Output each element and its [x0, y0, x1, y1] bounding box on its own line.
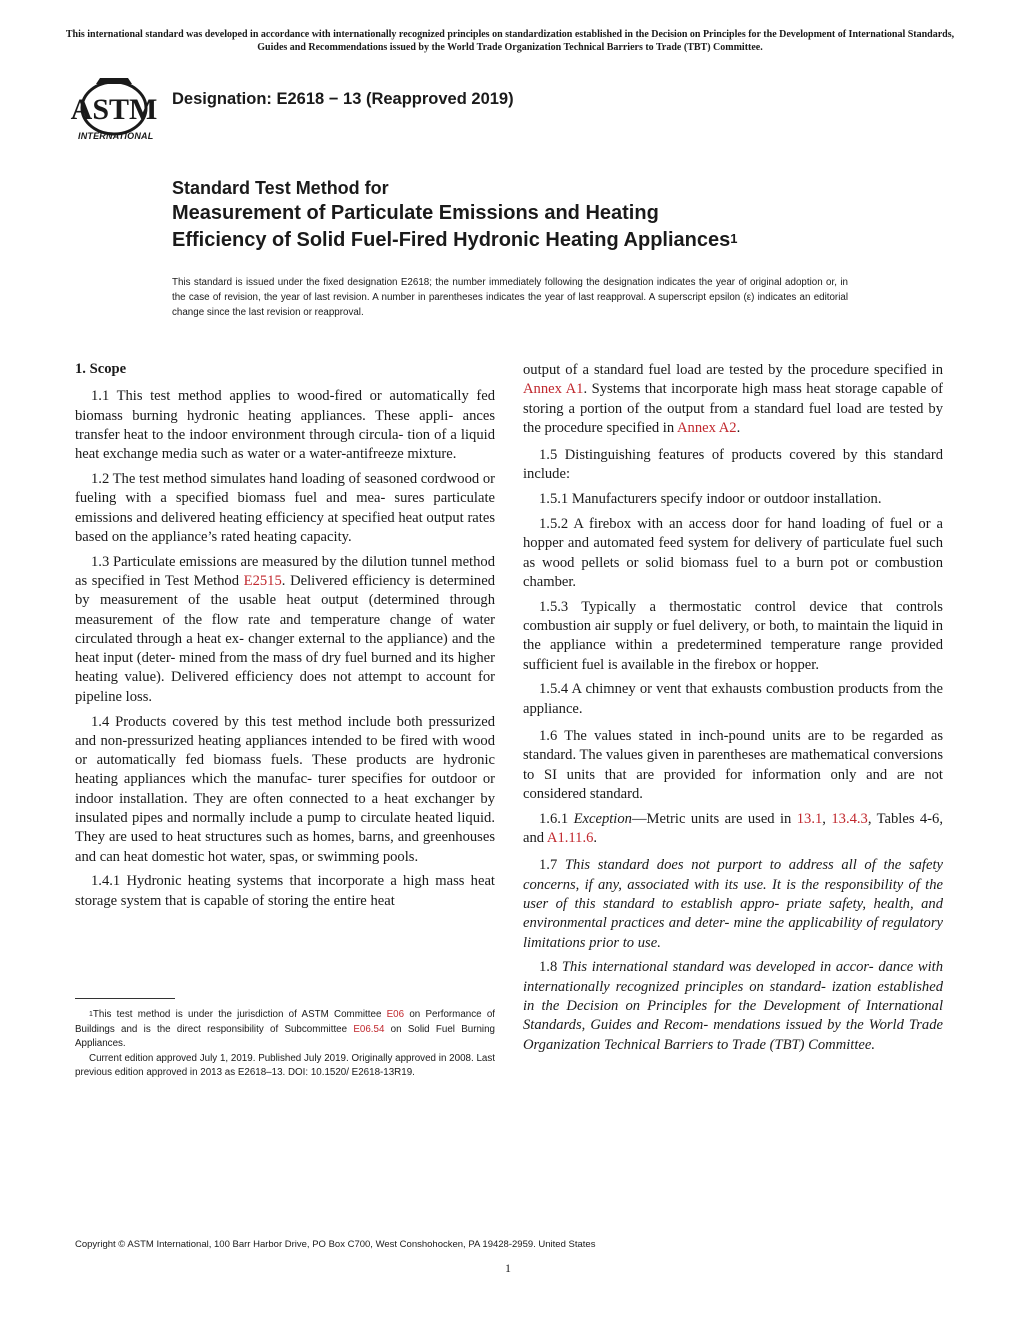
section-1-5-1: 1.5.1 Manufacturers specify indoor or outdoor installation. [539, 491, 882, 508]
footnote-divider [75, 998, 175, 999]
section-1-7 [523, 856, 943, 952]
right-column [523, 361, 943, 1060]
section-1-2: 1.2 The test method simulates hand loading of seasoned cordwood or fueling with a specified biomass fuel and mea- sures particulate emissions and delivered heating efficiency at specified heat output rates based on the appliance’s rated heating capacity. [75, 470, 495, 545]
link-13-1[interactable]: 13.1 [796, 810, 823, 827]
exception-label: Exception [573, 810, 632, 827]
footnote-edition: Current edition approved July 1, 2019. Published July 2019. Originally approved in 2008. Last previous edition approved in 2013 as E2618–13. DOI: 10.1520/ E2618-13R19. [75, 1052, 495, 1078]
section-1-8-num: 1.8 [539, 959, 562, 976]
section-1-4-1: 1.4.1 Hydronic heating systems that incorporate a high mass heat storage system that is capable of storing the entire heat [75, 873, 495, 909]
section-1-1: 1.1 This test method applies to wood-fired or automatically fed biomass burning hydronic heating appliances. These appli- ances transfer heat to the indoor environment through circula- tion of a liquid heat exchange media such as water or a water-antifreeze mixture. [75, 388, 495, 463]
page-number: 1 [505, 1261, 511, 1275]
cont-text-a: output of a standard fuel load are tested by the procedure specified in [523, 362, 943, 378]
section-1-6-1-text-a: —Metric units are used in [631, 810, 797, 827]
top-notice: This international standard was developed in accordance with internationally recognized principles on standardization established in the Decision on Principles for the Development of International Standards, Guides and Recommendations issued by the World Trade Organization Technical Barriers to Trade (TBT) Committee. [65, 29, 955, 53]
title-line-3: Efficiency of Solid Fuel-Fired Hydronic Heating Appliances [172, 229, 731, 251]
cont-text-b: . Systems that incorporate high mass heat storage capable of storing a portion of the output from a standard fuel load are tested by the procedure specified in [523, 381, 943, 436]
section-1-8-text: This international standard was developed in accor- dance with internationally recognized principles on standard- ization established in the Decision on Principles for the Development of International Standards, Guides and Recom- mendations issued by the World Trade Organization Technical Barriers to Trade (TBT) Committee. [523, 959, 943, 1053]
section-1-5: 1.5 Distinguishing features of products covered by this standard include: [523, 447, 943, 483]
astm-logo-text: ASTM [70, 93, 158, 126]
section-1-6: 1.6 The values stated in inch-pound units are to be regarded as standard. The values given in parentheses are mathematical conversions to SI units that are provided for information only and are not considered standard. [523, 728, 943, 802]
section-1-5-4: 1.5.4 A chimney or vent that exhausts combustion products from the appliance. [523, 681, 943, 717]
section-1-6-1-text-b: , Tables 4-6, and [523, 810, 943, 847]
section-1-6-1-text-c: . [593, 830, 598, 847]
section-1-7-text: This standard does not purport to address all of the safety concerns, if any, associated with its use. It is the responsibility of the user of this standard to establish appro- priate safety, health, and environmental practices and deter- mine the applicability of regulatory limitations prior to use. [523, 857, 943, 951]
footnote-text-a: This test method is under the jurisdiction of ASTM Committee [92, 1009, 387, 1020]
section-1-3-text-a: 1.3 Particulate emissions are measured by the dilution tunnel method as specified in Test Method [75, 553, 495, 589]
copyright-notice: Copyright © ASTM International, 100 Barr Harbor Drive, PO Box C700, West Conshohocken, PA 19428-2959. United States [75, 1239, 596, 1250]
link-a1-11-6[interactable]: A1.11.6 [546, 830, 594, 847]
title-line-1: Standard Test Method for [172, 178, 389, 198]
footnote-marker: 1 [89, 1011, 93, 1018]
link-annex-a1[interactable]: Annex A1 [523, 381, 584, 398]
title-footnote-ref: 1 [730, 231, 738, 246]
scope-heading: 1. Scope [75, 361, 127, 377]
logo-international-text: INTERNATIONAL [78, 131, 154, 141]
section-1-7-num: 1.7 [539, 857, 565, 874]
issuance-statement: This standard is issued under the fixed designation E2618; the number immediately following the designation indicates the year of original adoption or, in the case of revision, the year of last revision. A number in parentheses indicates the year of last reapproval. A superscript epsilon (ε) indicates an editorial change since the last revision or reapproval. [172, 277, 848, 318]
document-title [172, 176, 972, 254]
section-1-5-2: 1.5.2 A firebox with an access door for hand loading of fuel or a hopper and automated feed system for delivery of particulate fuel such as wood pellets or solid biomass fuel to a burn pot or combustion chamber. [523, 516, 943, 590]
section-1-4: 1.4 Products covered by this test method include both pressurized and non-pressurized heating appliances intended to be fired with wood or automatically fed biomass fuels. These products are hydronic heating appliances which the manufac- turer specifies for outdoor or indoor installation. They are often connected to a heat exchanger by insulated pipes and normally include a pump to circulate heated liquid. They are used to heat structures such as homes, barns, and greenhouses and can heat domestic hot water, spas, or swimming pools. [75, 713, 495, 865]
link-e06[interactable]: E06 [386, 1009, 405, 1020]
footnote-1 [75, 1008, 495, 1052]
link-e2515[interactable]: E2515 [243, 572, 282, 589]
designation: Designation: E2618 − 13 (Reapproved 2019) [172, 90, 514, 108]
link-e06-54[interactable]: E06.54 [353, 1023, 385, 1035]
title-line-3-wrap [172, 227, 972, 254]
section-1-8 [523, 958, 943, 1054]
footnote-text-c: on Solid Fuel Burning Appliances. [75, 1023, 495, 1049]
cont-text-c: . [736, 419, 741, 436]
section-1-6-1 [523, 810, 943, 849]
footnote-text-b: on Performance of Buildings and is the direct responsibility of Subcommittee [75, 1009, 495, 1035]
section-1-4-1-continued [523, 361, 943, 438]
section-1-3-text-b: . Delivered efficiency is determined by measurement of the usable heat output (determined through measurement of the flow rate and temperature change of water circulated through a heat ex- changer external to the appliance) and the heat input (deter- mined from the mass of dry fuel burned and its higher heating value). Delivered efficiency does not attempt to account for pipeline loss. [75, 572, 495, 705]
title-line-2: Measurement of Particulate Emissions and Heating [172, 202, 659, 224]
section-1-3 [75, 553, 495, 707]
section-1-5-3: 1.5.3 Typically a thermostatic control device that controls combustion air supply or fuel delivery, or both, to maintain the liquid in the appliance within a predetermined temperature range provided sufficient fuel is available in the firebox or hopper. [523, 598, 943, 673]
section-1-6-1-num: 1.6.1 [539, 810, 574, 827]
link-13-4-3[interactable]: 13.4.3 [831, 810, 868, 827]
link-annex-a2[interactable]: Annex A2 [676, 419, 737, 436]
section-1-6-1-sep: , [822, 810, 832, 827]
footnote [75, 1008, 495, 1081]
left-column [75, 358, 495, 917]
